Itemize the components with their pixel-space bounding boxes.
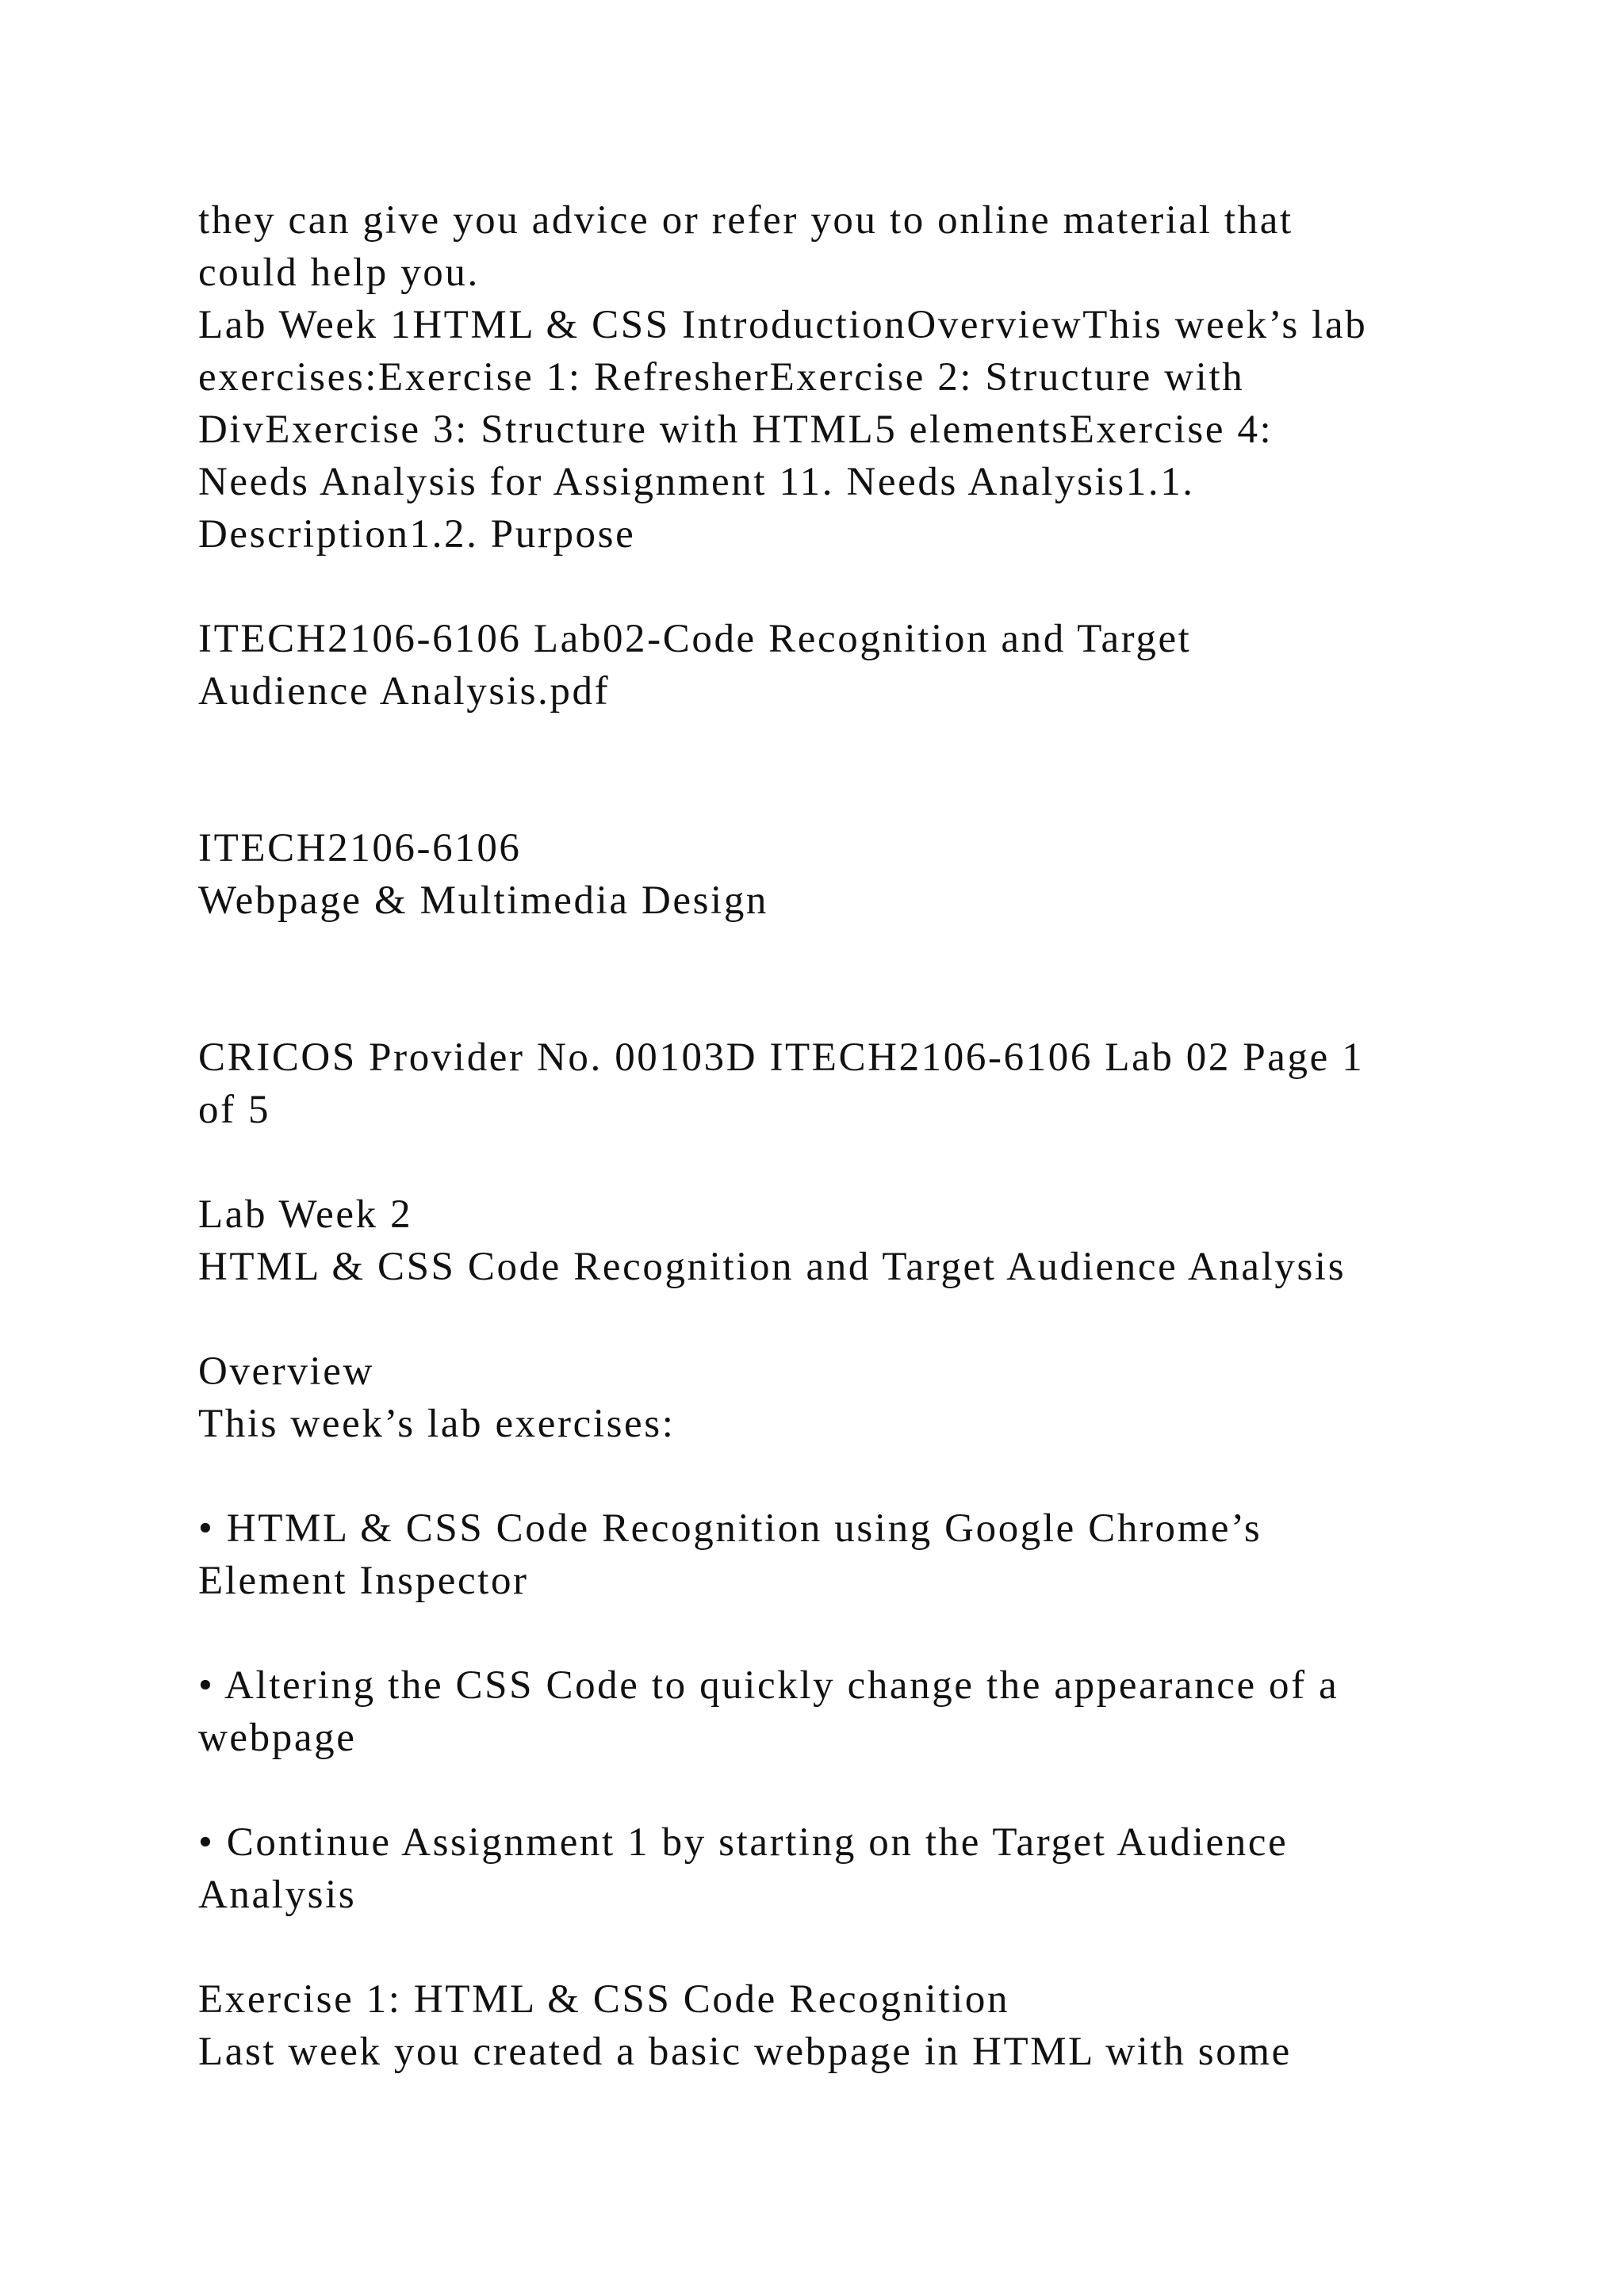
bullet-item: [198, 1816, 1499, 1921]
lab-week: Lab Week 2: [198, 1192, 413, 1237]
text-line: of 5: [198, 1088, 271, 1132]
text-line: they can give you advice or refer you to online material that: [198, 198, 1293, 243]
text-line: • Altering the CSS Code to quickly change the appearance of a: [198, 1663, 1339, 1708]
text-line: ITECH2106-6106 Lab02-Code Recognition and Target: [198, 617, 1192, 661]
blank-line: [198, 927, 1499, 1031]
exercise-heading: Exercise 1: HTML & CSS Code Recognition: [198, 1977, 1010, 2022]
text-line: • Continue Assignment 1 by starting on the Target Audience: [198, 1820, 1289, 1865]
file-name: [198, 613, 1499, 718]
text-line: webpage: [198, 1716, 357, 1760]
text-line: Description1.2. Purpose: [198, 512, 636, 557]
text-line: Last week you created a basic webpage in HTML with some: [198, 2030, 1292, 2074]
text-line: CRICOS Provider No. 00103D ITECH2106-6106 Lab 02 Page 1: [198, 1035, 1365, 1080]
text-line: Element Inspector: [198, 1559, 529, 1603]
lab-title: [198, 1188, 1499, 1293]
text-line: could help you.: [198, 251, 480, 295]
blank-line: [198, 1764, 1499, 1816]
text-line: exercises:Exercise 1: RefresherExercise 2: Structure with: [198, 355, 1245, 400]
bullet-item: [198, 1502, 1499, 1607]
blank-line: [198, 1607, 1499, 1659]
course-header: [198, 822, 1499, 927]
blank-line: [198, 1450, 1499, 1502]
course-code: ITECH2106-6106: [198, 826, 522, 871]
overview-heading: Overview: [198, 1349, 374, 1394]
blank-line: [198, 561, 1499, 613]
text-line: Needs Analysis for Assignment 11. Needs Analysis1.1.: [198, 460, 1195, 504]
intro-paragraph: [198, 194, 1499, 561]
text-line: Audience Analysis.pdf: [198, 669, 611, 714]
provider-footer: [198, 1031, 1499, 1136]
text-line: DivExercise 3: Structure with HTML5 elementsExercise 4:: [198, 408, 1274, 452]
blank-line: [198, 1293, 1499, 1345]
overview-section: [198, 1345, 1499, 1450]
text-line: Lab Week 1HTML & CSS IntroductionOverviewThis week’s lab: [198, 303, 1368, 347]
lab-heading: HTML & CSS Code Recognition and Target Audience Analysis: [198, 1245, 1346, 1289]
blank-line: [198, 1136, 1499, 1188]
exercise-section: [198, 1973, 1499, 2078]
text-line: Analysis: [198, 1873, 357, 1917]
text-line: This week’s lab exercises:: [198, 1402, 676, 1446]
document-body: [198, 194, 1499, 2078]
blank-line: [198, 1921, 1499, 1973]
blank-line: [198, 718, 1499, 822]
course-title: Webpage & Multimedia Design: [198, 878, 769, 923]
bullet-item: [198, 1659, 1499, 1764]
text-line: • HTML & CSS Code Recognition using Google Chrome’s: [198, 1506, 1262, 1551]
